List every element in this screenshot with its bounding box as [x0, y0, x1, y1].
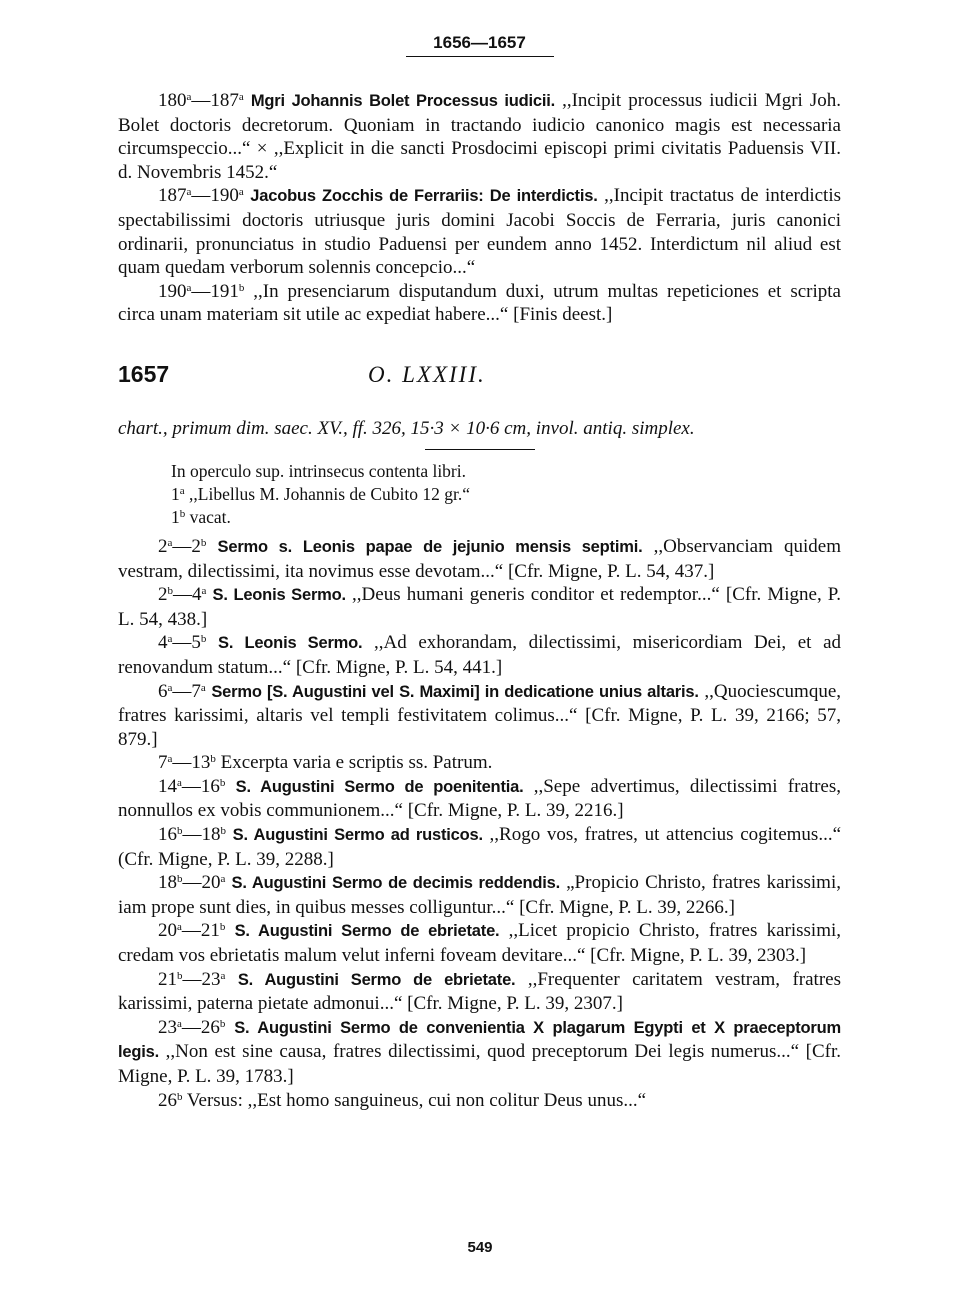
entry-title: Sermo s. Leonis papae de jejunio mensis septimi. [217, 537, 643, 556]
entry-title: S. Leonis Sermo. [212, 586, 346, 605]
folio-start-side: a [186, 186, 192, 199]
folio-start-side: a [167, 633, 173, 646]
folio-start-side: a [167, 753, 173, 766]
folio-start-side: a [177, 1017, 182, 1030]
folio-end-side: b [220, 825, 226, 838]
entry-text: ,,Rogo vos, fratres, ut attencius cogitemus...“ (Cfr. Migne, P. L. 39, 2288.] [118, 824, 841, 870]
folio-end: 16 [200, 775, 220, 797]
folio-end-side: b [200, 633, 207, 646]
entry-text: ,,Licet propicio Christo, fratres karissimi, credam vos ebrietatis malum velut inferni foveam devitare...“ [Cfr. Migne, P. L. 39, 2303.] [118, 920, 841, 967]
entry: 14$^a$—16$^b$ S. Augustini Sermo de poenitentia. ,,Sepe advertimus, dilectissimi fratres, nonnullos ex vobis communionem...“ [Cfr. Migne, P. L. 39, 2216.] [118, 775, 842, 822]
folio-end-side: a [220, 969, 226, 982]
divider [425, 449, 535, 450]
folio-start: 18 [158, 872, 177, 894]
folio-end-side: b [200, 536, 207, 549]
entry-text: „Propicio Christo, fratres karissimi, iam prope sunt dies, in quibus messes colliguntur...“ [Cfr. Migne, P. L. 39, 2266.] [118, 872, 841, 918]
entry: 187$^a$—190$^a$ Jacobus Zocchis de Ferrariis: De interdictis. ,,Incipit tractatus de interdictis spectabilissimi doctoris utriusque juris domini Jacobi Soccis de Ferraria, juris canonici ordinarii, pronunciatus in studio Paduensi per eundem anno 1452. Interdictum nil aliud est quam quedam verborum solennis concepcio...“ [118, 185, 841, 279]
entry: 6$^a$—7$^a$ Sermo [S. Augustini vel S. Maximi] in dedicatione unius altaris. ,,Quociescumque, fratres karissimi, altaris vel templi festivitatem colimus...“ [Cfr. Migne, P. L. 39, 2166; 57, 879.] [118, 680, 842, 750]
folio-start: 187 [158, 185, 187, 207]
folio-end: 21 [200, 920, 220, 942]
page-number: 549 [467, 1239, 493, 1256]
folio-end-side: a [238, 186, 244, 199]
folio-end: 5 [191, 632, 201, 654]
codex-number: 1657 [118, 360, 170, 387]
folio-end-side: b [238, 281, 245, 294]
folio-end-side: a [220, 873, 226, 886]
folio-start: 190 [158, 280, 187, 302]
entry: 2$^a$—2$^b$ Sermo s. Leonis papae de jejunio mensis septimi. ,,Observanciam quidem vestram, dilectissimi, ita novimus esse devotam...“ [Cfr. Migne, P. L. 54, 437.] [118, 535, 841, 582]
entry-title: S. Augustini Sermo de ebrietate. [237, 970, 516, 989]
entry-title: S. Augustini Sermo de convenientia X plagarum Egypti et X praeceptorum legis. [118, 1018, 842, 1062]
folio-start: 23 [158, 1016, 177, 1038]
folio-end: 190 [210, 185, 239, 207]
folio-start-side: a [186, 91, 192, 103]
codex-signature: O. LXXIII. [368, 361, 486, 387]
entry: 2$^b$—4$^a$ S. Leonis Sermo. ,,Deus humani generis conditor et redemptor...“ [Cfr. Migne, P. L. 54, 438.] [118, 584, 842, 630]
entry: 4$^a$—5$^b$ S. Leonis Sermo. ,,Ad exhorandam, dilectissimi, misericordiam Dei, et ad renovandum statum...“ [Cfr. Migne, P. L. 54, 441.] [118, 632, 842, 678]
folio-end-side: a [200, 681, 206, 694]
page-body [118, 32, 841, 1112]
entry-text: ,,Deus humani generis conditor et redemptor...“ [Cfr. Migne, P. L. 54, 438.] [118, 584, 842, 630]
folio-start: 6 [158, 680, 168, 702]
entry-text: ,,Incipit processus iudicii Mgri Joh. Bolet doctoris decretorum. Quoniam in tractando iudicio canonico magis est necessaria circumspeccio...“ × ,,Explicit in die sancti Prosdocimi episcopi primi civitatis Paduensis VII. d. Novembris 1452.“ [118, 90, 842, 183]
entry-title: S. Augustini Sermo ad rusticos. [232, 826, 483, 845]
folio-end: 7 [191, 680, 201, 702]
folio-end: 4 [192, 584, 202, 606]
folio-start: 26 [158, 1089, 177, 1111]
folio-end-side: a [201, 585, 207, 598]
folio-side: b [179, 507, 186, 520]
folio-start: 2 [158, 584, 168, 606]
entry-title: S. Leonis Sermo. [218, 634, 363, 653]
note [118, 506, 841, 529]
entry: 20$^a$—21$^b$ S. Augustini Sermo de ebrietate. ,,Licet propicio Christo, fratres karissimi, credam vos ebrietatis malum velut inferni foveam devitare...“ [Cfr. Migne, P. L. 39, 2303.] [118, 920, 841, 967]
note-text: ,,Libellus M. Johannis de Cubito 12 gr.“ [184, 483, 470, 504]
folio-end-side: a [238, 91, 244, 103]
folio-start: 21 [158, 968, 177, 990]
entry-text: Versus: ,,Est homo sanguineus, cui non colitur Deus unus...“ [182, 1089, 647, 1111]
folio-end: 187 [210, 90, 239, 111]
entry-title: Sermo [S. Augustini vel S. Maximi] in dedicatione unius altaris. [211, 682, 699, 701]
entry-title: S. Augustini Sermo de decimis reddendis. [231, 874, 560, 893]
note [118, 483, 841, 506]
entry-title: S. Augustini Sermo de poenitentia. [235, 777, 524, 796]
folio-start: 2 [158, 535, 168, 557]
folio-end: 2 [191, 535, 201, 557]
codex-description: chart., primum dim. saec. XV., ff. 326, 15·3 × 10·6 cm, invol. antiq. simplex. [118, 417, 695, 439]
folio-start-side: b [167, 585, 173, 598]
folio-end: 13 [191, 752, 211, 774]
entry: 18$^b$—20$^a$ S. Augustini Sermo de decimis reddendis. „Propicio Christo, fratres karissimi, iam prope sunt dies, in quibus messes colliguntur...“ [Cfr. Migne, P. L. 39, 2266.] [118, 872, 841, 918]
entry: 23$^a$—26$^b$ S. Augustini Sermo de convenientia X plagarum Egypti et X praeceptorum legis. ,,Non est sine causa, fratres dilectissimi, quod preceptorum Dei legis numerus...“ [Cfr. Migne, P. L. 39, 1783.] [118, 1016, 842, 1087]
folio-start: 7 [158, 752, 168, 774]
folio-start-side: b [177, 1090, 183, 1103]
folio: 1 [171, 506, 180, 527]
folio-start: 4 [158, 632, 168, 654]
folio-start-side: b [177, 873, 183, 886]
folio-end: 23 [201, 968, 221, 990]
running-head: 1656—1657 [406, 32, 554, 57]
folio-start-side: a [177, 921, 182, 934]
folio-start-side: a [177, 776, 182, 789]
entry-text: ,,Observanciam quidem vestram, dilectissimi, ita novimus esse devotam...“ [Cfr. Migne, P. L. 54, 437.] [118, 535, 841, 582]
folio-start-side: b [177, 825, 183, 838]
folio-end: 18 [201, 824, 221, 846]
folio-end-side: b [219, 1017, 226, 1030]
folio-start-side: b [177, 969, 183, 982]
entry [118, 1089, 841, 1113]
entry-title: S. Augustini Sermo de ebrietate. [234, 922, 500, 941]
entry: 180$^a$—187$^a$ Mgri Johannis Bolet Processus iudicii. ,,Incipit processus iudicii Mgri Joh. Bolet doctoris decretorum. Quoniam in tractando iudicio canonico magis est necessaria circumspeccio...“ × ,,Explicit in die sancti Prosdocimi episcopi primi civitatis Paduensis VII. d. Novembris 1452.“ [118, 90, 842, 183]
entry: 7$^a$—13$^b$ Excerpta varia e scriptis ss. Patrum. [158, 752, 493, 774]
folio-end: 26 [200, 1016, 220, 1038]
entry-title: Jacobus Zocchis de Ferrariis: De interdictis. [250, 187, 598, 206]
entry-text: ,,Quociescumque, fratres karissimi, altaris vel templi festivitatem colimus...“ [Cfr. Migne, P. L. 39, 2166; 57, 879.] [118, 680, 842, 750]
entry: 21$^b$—23$^a$ S. Augustini Sermo de ebrietate. ,,Frequenter caritatem vestram, fratres karissimi, paterna pietate admonui...“ [Cfr. Migne, P. L. 39, 2307.] [118, 968, 841, 1015]
folio-end-side: b [219, 776, 226, 789]
folio: 1 [171, 483, 180, 504]
folio-start: 20 [158, 920, 177, 942]
codex-heading [118, 360, 841, 399]
note-text: vacat. [185, 506, 231, 527]
entry-text: ,,Ad exhorandam, dilectissimi, misericordiam Dei, et ad renovandum statum...“ [Cfr. Migne, P. L. 54, 441.] [118, 632, 842, 678]
entry-text: Excerpta varia e scriptis ss. Patrum. [215, 752, 493, 774]
previous-codex-entries [118, 89, 841, 327]
folio-end: 20 [201, 872, 221, 894]
cover-notes [118, 460, 841, 529]
folio-end-side: b [219, 921, 226, 934]
entry-text: ,,Frequenter caritatem vestram, fratres karissimi, paterna pietate admonui...“ [Cfr. Migne, P. L. 39, 2307.] [118, 968, 841, 1015]
entry-text: ,,In presenciarum disputandum duxi, utrum multas repeticiones et scripta circa unam materiam sit utile ac expediat habere...“ [Finis deest.] [118, 280, 841, 326]
entry-text: ,,Sepe advertimus, dilectissimi fratres, nonnullos ex vobis communionem...“ [Cfr. Migne, P. L. 39, 2216.] [118, 775, 842, 822]
entry-text: ,,Incipit tractatus de interdictis spectabilissimi doctoris utriusque juris domini Jacobi Soccis de Ferraria, juris canonici ordinarii, pronunciatus in studio Paduensi per eundem anno 1452. Interdictum nil aliud est quam quedam verborum solennis concepcio...“ [118, 185, 841, 279]
codex-entries [118, 535, 841, 1112]
folio-start: 180 [158, 90, 187, 111]
entry: 16$^b$—18$^b$ S. Augustini Sermo ad rusticos. ,,Rogo vos, fratres, ut attencius cogitemus...“ (Cfr. Migne, P. L. 39, 2288.] [118, 824, 841, 870]
folio-side: a [179, 484, 185, 497]
entry-text: ,,Non est sine causa, fratres dilectissimi, quod preceptorum Dei legis numerus...“ [Cfr. Migne, P. L. 39, 1783.] [118, 1041, 841, 1087]
folio-end: 191 [210, 280, 239, 302]
folio-start: 16 [158, 824, 177, 846]
note: In operculo sup. intrinsecus contenta libri. [171, 460, 466, 481]
folio-start-side: a [167, 536, 173, 549]
entry-title: Mgri Johannis Bolet Processus iudicii. [250, 92, 556, 110]
folio-start-side: a [186, 281, 192, 294]
folio-start: 14 [158, 775, 177, 797]
entry: 190$^a$—191$^b$ ,,In presenciarum disputandum duxi, utrum multas repeticiones et scripta circa unam materiam sit utile ac expediat habere...“ [Finis deest.] [118, 280, 841, 326]
folio-end-side: b [210, 753, 216, 766]
folio-start-side: a [167, 681, 173, 694]
